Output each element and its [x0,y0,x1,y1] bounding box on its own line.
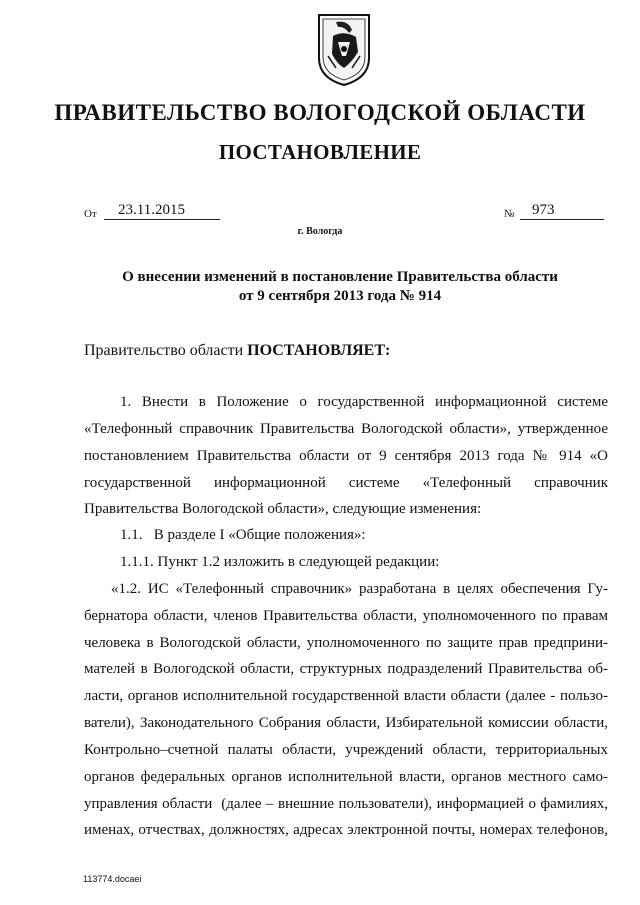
body-line: 1.1.1. Пункт 1.2 изложить в следующей редакции: [120,554,440,570]
date-underline [104,219,220,220]
city-label: г. Вологда [297,226,343,237]
body-line: мателей в Вологодской области, структурных подразделений Правительства об- [84,661,608,677]
intro-text: Правительство области [84,342,248,359]
number-prefix: № [504,208,515,220]
date-prefix: От [84,208,97,220]
document-number: 973 [532,202,555,218]
heading-line-1: О внесении изменений в постановление Правительства области [122,269,558,285]
body-line: бернатора области, членов Правительства области, уполномоченного по правам [84,608,608,624]
file-reference: 113774.docaei [83,874,142,884]
body-line: человека в Вологодской области, уполномоченного по защите прав предприни- [84,635,608,651]
body-line: Правительства Вологодской области», следующие изменения: [84,501,482,517]
body-line: государственной информационной системе «Телефонный справочник [84,475,608,491]
heading-line-2: от 9 сентября 2013 года № 914 [238,288,442,304]
body-line: постановлением Правительства области от 9 сентября 2013 года № 914 «О [84,448,608,464]
body-line: ласти, органов исполнительной государственной власти области (далее - пользо- [84,688,608,704]
document-date: 23.11.2015 [118,202,185,218]
body-line: Контрольно–счетной палаты области, учреждений области, территориальных [84,742,608,758]
body-line: 1. Внести в Положение о государственной информационной системе [120,394,608,410]
coat-of-arms-emblem [316,12,372,88]
body-line: органов федеральных органов исполнительной власти, органов местного само- [84,769,608,785]
body-line: ватели), Законодательного Собрания области, Избирательной комиссии области, [84,715,608,731]
body-line: управления области (далее – внешние пользователи), информацией о фамилиях, [84,796,608,812]
number-underline [520,219,604,220]
intro-paragraph [84,342,390,360]
document-heading [40,268,640,306]
body-line: 1.1. В разделе I «Общие положения»: [120,527,366,543]
government-title: ПРАВИТЕЛЬСТВО ВОЛОГОДСКОЙ ОБЛАСТИ [54,100,586,125]
body-line: «1.2. ИС «Телефонный справочник» разработана в целях обеспечения Гу- [111,581,608,597]
intro-resolves: ПОСТАНОВЛЯЕТ: [247,342,391,359]
document-type: ПОСТАНОВЛЕНИЕ [218,140,422,164]
body-line: «Телефонный справочник Правительства Вологодской области», утвержденное [84,421,608,437]
body-line: именах, отчествах, должностях, адресах электронной почты, номерах телефонов, [84,822,608,838]
